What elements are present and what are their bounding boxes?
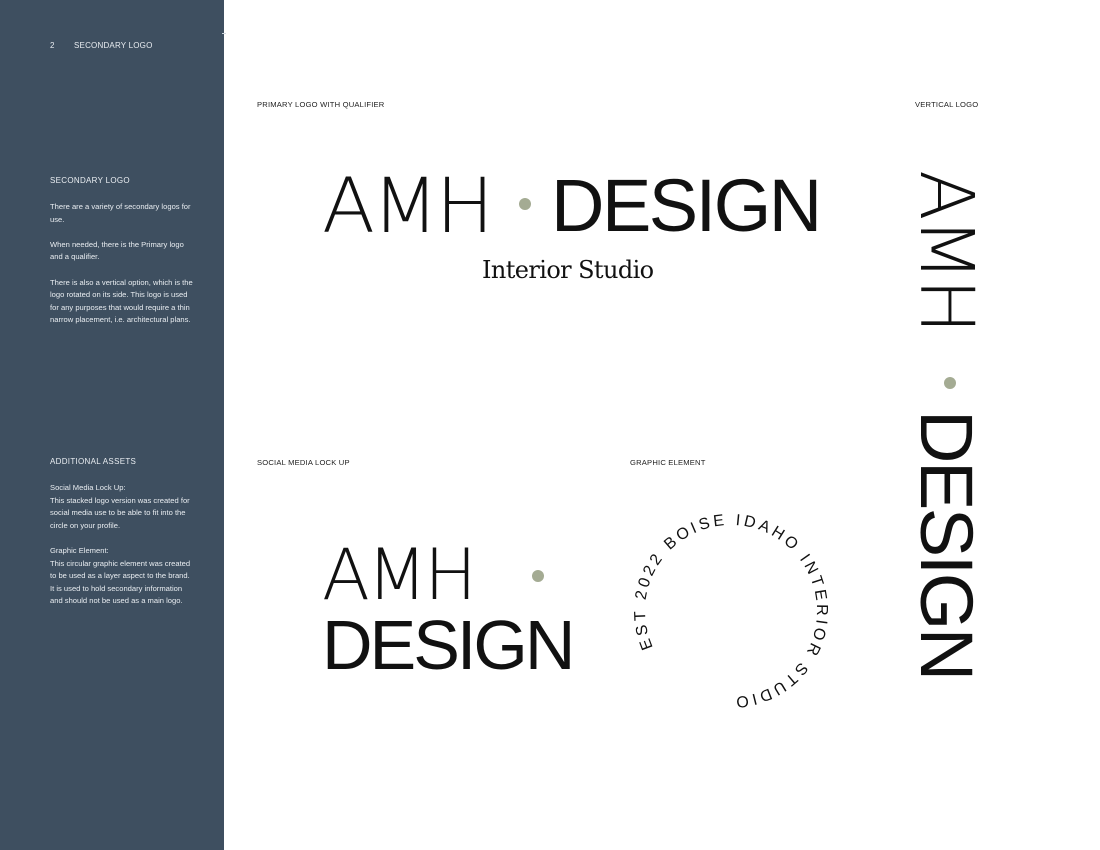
primary-logo <box>322 161 820 284</box>
vertical-dot <box>944 377 956 389</box>
secondary-logo-paragraph: When needed, there is the Primary logo and a qualifier. <box>50 239 184 262</box>
logo-amh: AMH <box>322 161 492 250</box>
graphic-element-label: GRAPHIC ELEMENT <box>630 458 706 467</box>
corner-tick <box>222 33 226 34</box>
vertical-design: DESIGN <box>905 410 988 679</box>
sidebar <box>0 0 224 850</box>
vertical-logo <box>903 170 989 680</box>
vertical-logo-label: VERTICAL LOGO <box>915 100 979 109</box>
vertical-amh: AMH <box>903 170 989 332</box>
logo-dot <box>519 198 531 210</box>
social-design: DESIGN <box>322 606 573 684</box>
page-header <box>50 41 153 50</box>
logo-qualifier: Interior Studio <box>482 256 654 284</box>
ring-text <box>626 506 836 716</box>
secondary-logo-notes <box>50 176 195 340</box>
primary-logo-label: PRIMARY LOGO WITH QUALIFIER <box>257 100 385 109</box>
circular-graphic-element <box>626 506 836 716</box>
social-amh: AMH <box>322 534 474 616</box>
secondary-logo-paragraph: There is also a vertical option, which is the logo rotated on its side. This logo is used for any purposes that would require a thin narrow placement, i.e. architectural plans. <box>50 277 193 325</box>
secondary-logo-paragraph: There are a variety of secondary logos for use. <box>50 202 191 224</box>
additional-assets-heading: ADDITIONAL ASSETS <box>50 457 137 466</box>
page-section-title: SECONDARY LOGO <box>74 41 153 50</box>
logo-design: DESIGN <box>551 164 820 247</box>
social-dot <box>532 570 544 582</box>
page-number: 2 <box>50 41 55 50</box>
secondary-logo-heading: SECONDARY LOGO <box>50 176 130 185</box>
social-media-paragraph: Social Media Lock Up: This stacked logo version was created for social media use to be able to fit into the circle on your profile. <box>50 483 190 530</box>
graphic-element-paragraph: Graphic Element: This circular graphic element was created to be used as a layer aspect to the brand. It is used to hold secondary information and should not be used as a main logo. <box>50 545 191 606</box>
social-lockup-label: SOCIAL MEDIA LOCK UP <box>257 458 350 467</box>
additional-assets-notes <box>50 457 195 621</box>
ring-text-path: EST 2022 BOISE IDAHO INTERIOR STUDIO <box>631 511 831 711</box>
